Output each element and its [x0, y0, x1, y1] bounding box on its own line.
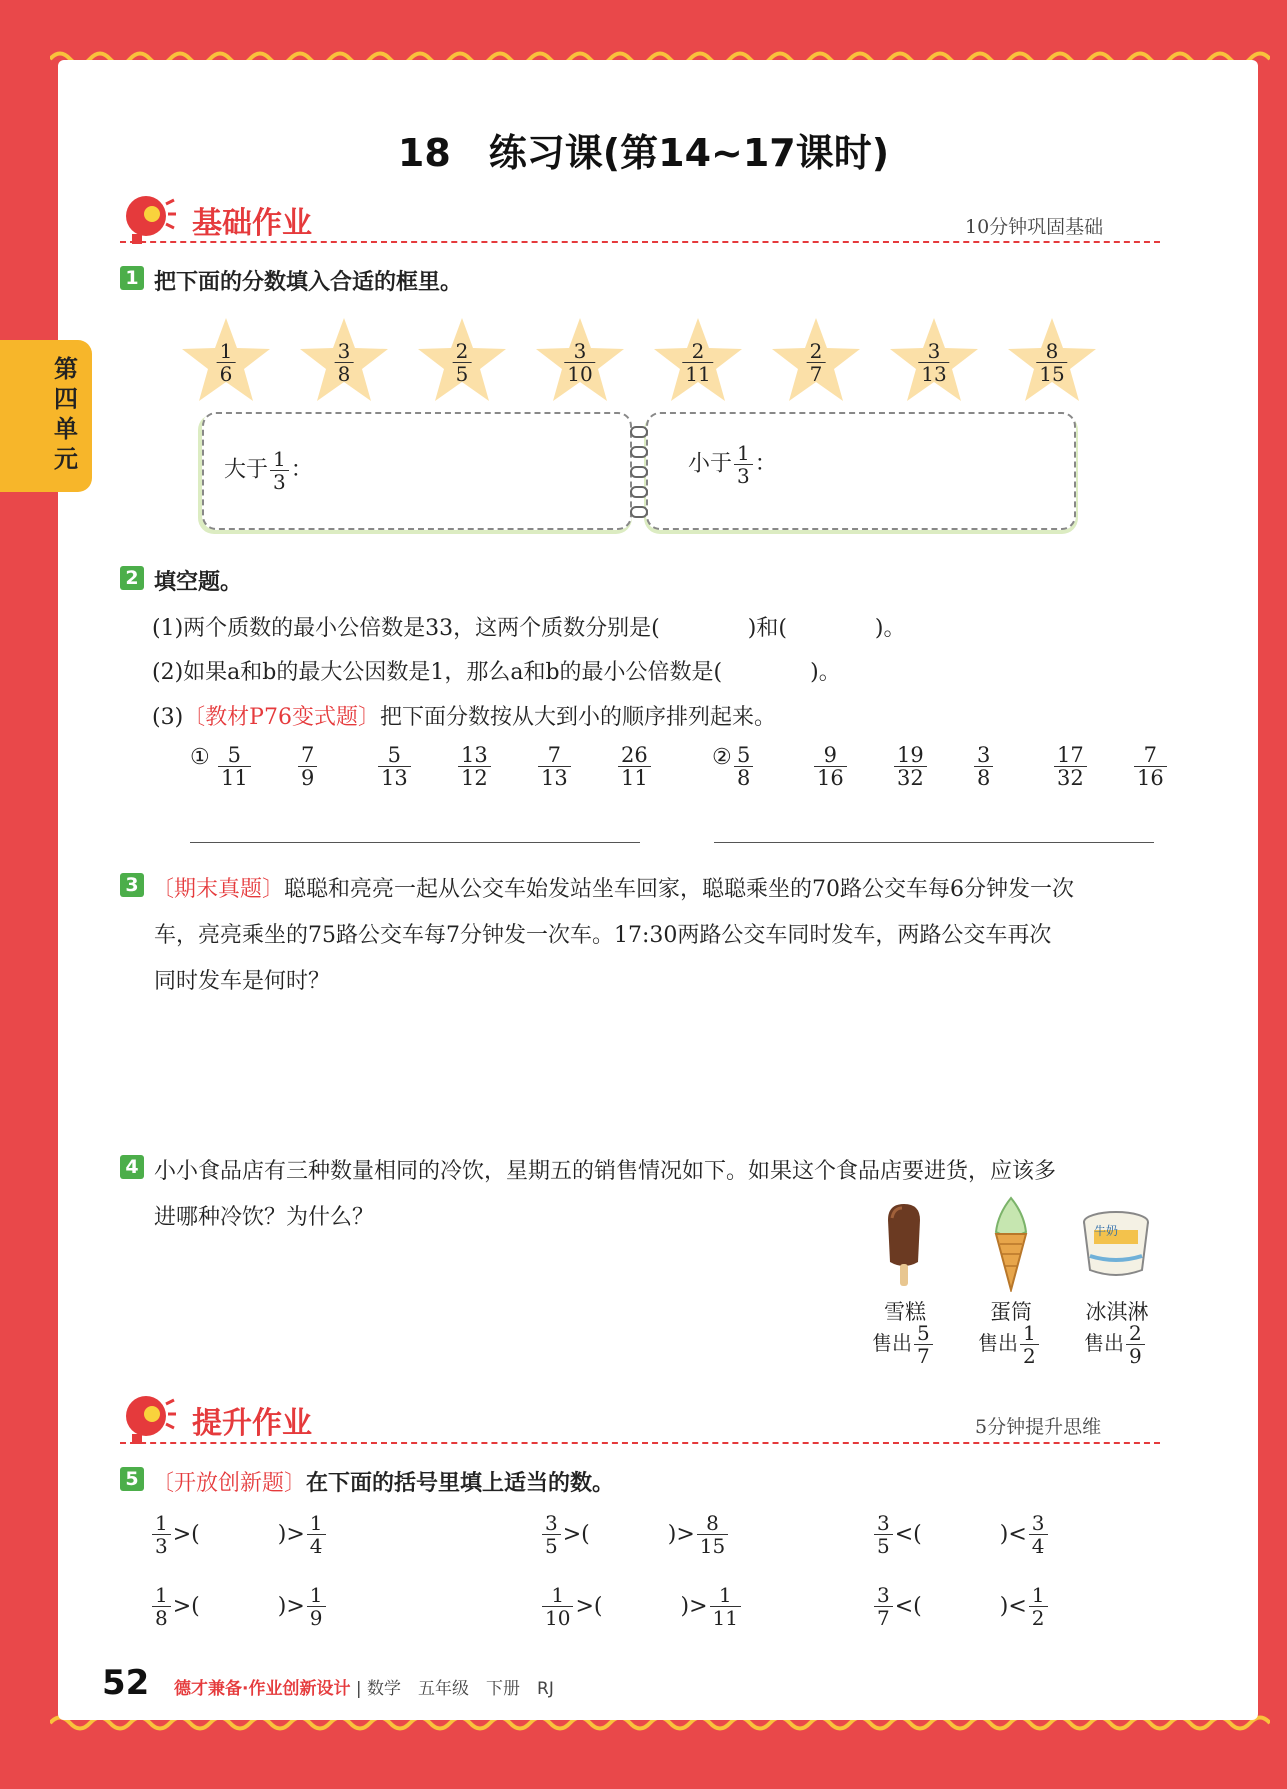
fraction: $\frac{2}{5}$	[453, 340, 472, 385]
answer-parentheses[interactable]: >( )>	[562, 1521, 695, 1547]
fraction: $\frac{3}{13}$	[918, 340, 949, 385]
fraction: $\frac{1}{2}$	[1029, 1584, 1048, 1629]
fraction: $\frac{5}{8}$	[734, 744, 753, 789]
fraction: $\frac{1}{8}$	[152, 1584, 171, 1629]
fraction: $\frac{7}{13}$	[538, 744, 571, 789]
fraction: $\frac{1}{2}$	[1020, 1322, 1039, 1367]
answer-parentheses[interactable]: >( )>	[172, 1593, 305, 1619]
fraction-star[interactable]	[652, 316, 744, 404]
item-name: 雪糕	[884, 1300, 926, 1324]
fraction: $\frac{8}{15}$	[697, 1512, 728, 1557]
fraction: $\frac{9}{16}$	[814, 744, 847, 789]
greater-than-box[interactable]	[202, 412, 632, 530]
answer-parentheses[interactable]: >( )>	[172, 1521, 305, 1547]
question-5-number: 5	[120, 1467, 144, 1491]
fraction: $\frac{5}{11}$	[218, 744, 251, 789]
question-4-line-2: 进哪种冷饮？为什么？	[154, 1205, 375, 1230]
greater-than-label: 大于 $\frac{1}{3}$ ：	[224, 447, 313, 494]
popsicle-icon	[880, 1200, 928, 1288]
item-name: 蛋筒	[990, 1300, 1032, 1324]
fraction-star[interactable]	[1006, 316, 1098, 404]
fraction: $\frac{1}{3}$	[152, 1512, 171, 1557]
fraction: $\frac{1}{11}$	[710, 1584, 741, 1629]
less-than-label: 小于 $\frac{1}{3}$ ：	[688, 441, 777, 488]
item-sold: 售出 $\frac{1}{2}$	[978, 1322, 1041, 1367]
fraction: $\frac{5}{13}$	[378, 744, 411, 789]
question-3-line-1: 〔期末真题〕聪聪和亮亮一起从公交车始发站坐车回家，聪聪乘坐的70路公交车每6分钟发一次	[152, 877, 1075, 902]
fraction: $\frac{3}{8}$	[335, 340, 354, 385]
fraction: $\frac{2}{7}$	[807, 340, 826, 385]
fraction: $\frac{7}{16}$	[1134, 744, 1167, 789]
question-2-number: 2	[120, 566, 144, 590]
page-number: 52	[102, 1663, 150, 1703]
fraction: $\frac{3}{7}$	[874, 1584, 893, 1629]
fraction: $\frac{13}{12}$	[458, 744, 491, 789]
section-advanced-subtitle: 5分钟提升思维	[975, 1416, 1102, 1438]
answer-line-2[interactable]	[714, 842, 1154, 843]
question-2-part-3: (3)〔教材P76变式题〕把下面分数按从大到小的顺序排列起来。	[152, 705, 776, 730]
fraction: $\frac{3}{5}$	[542, 1512, 561, 1557]
question-1-number: 1	[120, 266, 144, 290]
item-sold: 售出 $\frac{2}{9}$	[1084, 1322, 1147, 1367]
fraction: $\frac{3}{5}$	[874, 1512, 893, 1557]
answer-line-1[interactable]	[190, 842, 640, 843]
section-advanced-divider	[120, 1442, 1160, 1444]
fraction: $\frac{1}{6}$	[217, 340, 236, 385]
fraction-group-1-mark: ①	[190, 745, 210, 770]
page-title: 18 练习课(第14~17课时)	[397, 131, 890, 175]
fraction: $\frac{1}{9}$	[307, 1584, 326, 1629]
question-3-number: 3	[120, 873, 144, 897]
binder-ring	[630, 506, 648, 518]
inequality[interactable]	[150, 1512, 328, 1557]
binder-ring	[630, 466, 648, 478]
fraction: $\frac{3}{10}$	[564, 340, 595, 385]
fraction: $\frac{19}{32}$	[894, 744, 927, 789]
section-advanced-title: 提升作业	[192, 1406, 312, 1441]
footer-text: 德才兼备·作业创新设计 | 数学 五年级 下册 RJ	[174, 1679, 554, 1699]
inequality[interactable]	[150, 1584, 328, 1629]
fraction: $\frac{3}{4}$	[1029, 1512, 1048, 1557]
binder-ring	[630, 446, 648, 458]
fraction-star[interactable]	[180, 316, 272, 404]
item-sold: 售出 $\frac{5}{7}$	[872, 1322, 935, 1367]
fraction: $\frac{2}{9}$	[1126, 1322, 1145, 1367]
unit-tab	[0, 340, 92, 492]
fraction: $\frac{26}{11}$	[618, 744, 651, 789]
question-4-line-1: 小小食品店有三种数量相同的冷饮，星期五的销售情况如下。如果这个食品店要进货，应该多	[154, 1159, 1057, 1184]
answer-parentheses[interactable]: >( )>	[575, 1593, 708, 1619]
fraction: $\frac{1}{4}$	[307, 1512, 326, 1557]
mascot-icon	[118, 1390, 178, 1446]
fraction: $\frac{17}{32}$	[1054, 744, 1087, 789]
question-2-part-1: (1)两个质数的最小公倍数是33，这两个质数分别是( )和( )。	[152, 616, 906, 641]
fraction: $\frac{7}{9}$	[298, 744, 317, 789]
inequality[interactable]	[540, 1584, 743, 1629]
fraction-star[interactable]	[534, 316, 626, 404]
question-5-text: 〔开放创新题〕在下面的括号里填上适当的数。	[152, 1471, 615, 1496]
fraction-star[interactable]	[416, 316, 508, 404]
answer-parentheses[interactable]: <( )<	[894, 1593, 1027, 1619]
section-basic-subtitle: 10分钟巩固基础	[965, 216, 1104, 238]
question-4-number: 4	[120, 1155, 144, 1179]
fraction: $\frac{2}{11}$	[682, 340, 713, 385]
section-basic-title: 基础作业	[192, 206, 312, 241]
question-2-part-2: (2)如果a和b的最大公因数是1，那么a和b的最小公倍数是( )。	[152, 660, 841, 685]
fraction-star[interactable]	[888, 316, 980, 404]
fraction-star[interactable]	[298, 316, 390, 404]
fraction: $\frac{8}{15}$	[1036, 340, 1067, 385]
section-basic-divider	[120, 241, 1160, 243]
fraction: $\frac{3}{8}$	[974, 744, 993, 789]
fraction: $\frac{5}{7}$	[914, 1322, 933, 1367]
unit-tab-label: 第四单元	[54, 355, 78, 473]
question-2-text: 填空题。	[154, 570, 243, 595]
ice-cream-cone-icon	[986, 1196, 1036, 1292]
answer-parentheses[interactable]: <( )<	[894, 1521, 1027, 1547]
fraction: $\frac{1}{10}$	[542, 1584, 573, 1629]
ice-cream-cup-icon	[1080, 1208, 1152, 1282]
question-3-line-3: 同时发车是何时？	[154, 969, 331, 994]
cup-label: 牛奶	[1094, 1224, 1119, 1238]
mascot-icon	[118, 190, 178, 246]
binder-ring	[630, 426, 648, 438]
inequality[interactable]	[872, 1512, 1050, 1557]
less-than-box[interactable]	[646, 412, 1076, 530]
question-1-text: 把下面的分数填入合适的框里。	[154, 270, 463, 295]
fraction-group-2-mark: ②	[712, 745, 732, 770]
inequality[interactable]	[540, 1512, 730, 1557]
question-3-line-2: 车，亮亮乘坐的75路公交车每7分钟发一次车。17:30两路公交车同时发车，两路公交车再次	[154, 923, 1052, 948]
inequality[interactable]	[872, 1584, 1050, 1629]
binder-ring	[630, 486, 648, 498]
fraction-star[interactable]	[770, 316, 862, 404]
item-name: 冰淇淋	[1085, 1300, 1149, 1324]
